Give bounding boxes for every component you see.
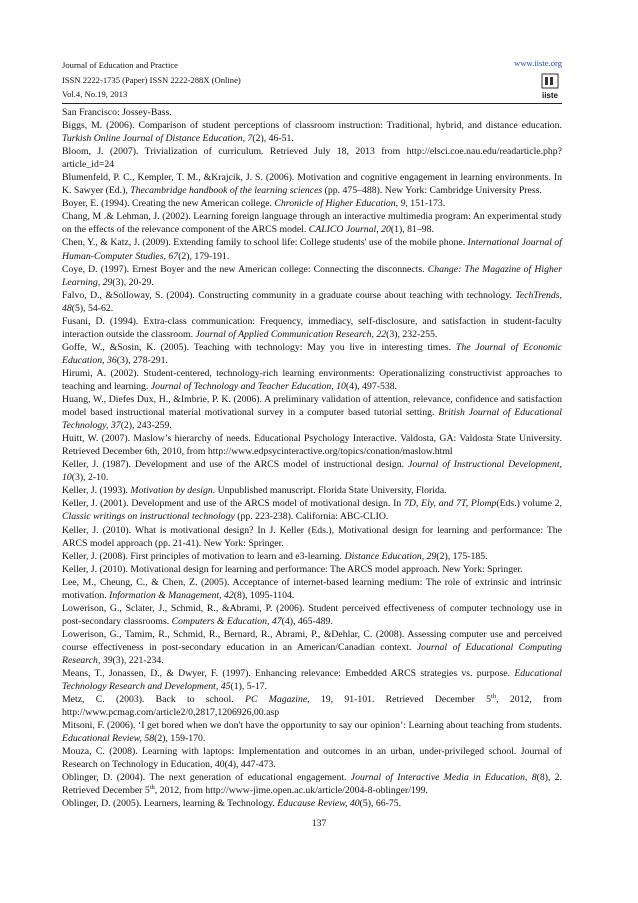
reference-text: Keller, J. (1987). Development and use of the ARCS model of instructional design. <box>62 459 408 471</box>
reference-text: Keller, J. (2001). Development and use of the ARCS model of motivational design. In <box>62 498 404 510</box>
reference-text: (2), 159-170. <box>154 733 206 745</box>
reference-text: (2), 243-259. <box>120 420 172 432</box>
reference-entry <box>62 432 562 458</box>
journal-name: Journal of Education and Practice <box>62 60 178 70</box>
italic-text: The Journal of Economic Education, 36 <box>62 341 563 366</box>
reference-entry <box>62 289 562 315</box>
reference-text: (1), 81–98. <box>390 224 434 236</box>
logo-text: iiste <box>541 91 559 100</box>
reference-text: (2), 179-191. <box>178 250 230 262</box>
reference-text: Falvo, D., &Solloway, S. (2004). Constructing community in a graduate course about teaching with technology. <box>62 289 516 301</box>
reference-entry <box>62 341 562 367</box>
reference-entry <box>62 667 562 693</box>
italic-text: Change: The Magazine of Higher Learning, 29 <box>62 263 562 288</box>
reference-entry <box>62 524 562 550</box>
reference-text: Fusani, D. (1994). Extra-class communication: Frequency, immediacy, self-disclosure, and satisfaction in student-faculty interaction outside the classroom. <box>62 315 562 340</box>
reference-entry <box>62 576 562 602</box>
reference-text: Oblinger, D. (2005). Learners, learning & Technology. <box>62 798 278 810</box>
reference-text: Keller, J. (1993). <box>62 485 131 497</box>
reference-entry <box>62 171 562 197</box>
reference-text: Keller, J. (2010). Motivational design for learning and performance: The ARCS model approach. New York: Springer. <box>62 563 523 575</box>
volume-line: Vol.4, No.19, 2013 <box>62 89 128 99</box>
reference-entry <box>62 263 562 289</box>
reference-text: (3), 232-255. <box>386 328 438 340</box>
reference-text: Mouza, C. (2008). Learning with laptops: Implementation and outcomes in an urban, under-privileged school. Journal of Research on Technology in Education, 40(4), 447-473. <box>62 746 562 771</box>
reference-entry <box>62 628 562 667</box>
italic-text: TechTrends, 48 <box>62 289 562 314</box>
italic-text: 7D, Ely, and 7T, Plomp <box>404 498 497 510</box>
italic-text: Motivation by design <box>130 485 213 497</box>
reference-entry <box>62 458 562 484</box>
italic-text: Educational Technology Research and Development, 45 <box>62 668 562 693</box>
reference-text: (pp. 475–488). New York: Cambridge University Press. <box>322 185 542 197</box>
italic-text: Turkish Online Journal of Distance Education, 7 <box>62 133 253 145</box>
reference-entry <box>62 484 562 497</box>
reference-text: San Francisco: Jossey-Bass. <box>62 107 172 118</box>
reference-text: (5), 54-62. <box>71 302 114 314</box>
reference-entry <box>62 236 562 262</box>
reference-text: Biggs, M. (2006). Comparison of student perceptions of classroom instruction: Traditional, hybrid, and distance education. <box>62 120 562 132</box>
reference-entry <box>62 771 562 797</box>
italic-text: Distance Education, 29 <box>344 550 437 562</box>
reference-entry <box>62 745 562 771</box>
reference-text: Mitsoni, F. (2006). ‘I get bored when we don't have the opportunity to say our opinion’: Learning about teaching from students. <box>62 720 562 732</box>
italic-text: Journal of Applied Communication Research, 22 <box>195 328 387 340</box>
reference-text: (pp. 223-238). California: ABC-CLIO. <box>234 511 389 523</box>
iiste-logo-icon <box>538 73 562 101</box>
reference-entry <box>62 315 562 341</box>
reference-text: Goffe, W., &Sosin, K. (2005). Teaching with technology: May you live in interesting times. <box>62 341 456 353</box>
reference-text: Means, T., Jonassen, D., & Dwyer, F. (1997). Enhancing relevance: Embedded ARCS strategies vs. purpose. <box>62 668 515 680</box>
reference-text: (8), 2. Retrieved December 5 <box>62 772 562 797</box>
reference-text: (3), 20-29. <box>112 276 154 288</box>
reference-text: , <box>376 224 382 236</box>
reference-text: Huang, W., Diefes Dux, H., &Imbrie, P. K. (2006). A preliminary validation of attention, relevance, confidence and satisfaction model based instructional material motivational survey in a computer based tutorial setting. <box>62 394 562 419</box>
reference-text: (2), 175-185. <box>436 550 488 562</box>
reference-entry <box>62 210 562 236</box>
reference-text: (5), 66-75. <box>359 798 402 810</box>
reference-text: , 2012, from http://www-jime.open.ac.uk/article/2004-8-oblinger/199. <box>154 785 428 797</box>
reference-text: (3), 221-234. <box>112 654 164 666</box>
reference-text: Lowerison, G., Tamim, R., Schmid, R., Bernard, R., Abrami, P., &Dehlar, C. (2008). Assessing computer use and perceived course effectiveness in post-secondary education in an American/Canadian context. <box>62 628 562 653</box>
superscript-text: th <box>149 784 155 792</box>
italic-text: Thecambridge handbook of the learning sciences <box>130 185 323 197</box>
page-number: 137 <box>311 818 327 829</box>
journal-url-link[interactable]: www.iiste.org <box>514 58 562 68</box>
reference-entry <box>62 393 562 432</box>
reference-text: Hirumi, A. (2002). Student-centered, technology-rich learning environments: Operationalizing constructivist approaches to teaching and learning. <box>62 367 562 392</box>
italic-text: PC Magazine <box>244 694 308 706</box>
reference-text: (3), 278-291. <box>116 354 168 366</box>
reference-entry <box>62 119 562 145</box>
header-divider <box>62 103 562 104</box>
italic-text: CALICO Journal <box>308 224 377 236</box>
reference-list <box>62 106 562 811</box>
reference-text: , 19, 91-101. Retrieved December 5 <box>307 694 492 706</box>
reference-text: Chang, M .& Lehman, J. (2002). Learning foreign language through an interactive multimedia program: An experimental study on the effects of the relevance component of the ARCS model. <box>62 211 562 236</box>
reference-text: Coye, D. (1997). Ernest Boyer and the new American college: Connecting the disconnects. <box>62 263 428 275</box>
reference-entry <box>62 145 562 171</box>
reference-text: (3), 2-10. <box>71 472 109 484</box>
italic-text: Educational Review, 58 <box>62 733 155 745</box>
italic-text: Classic writings on instructional technology <box>62 511 235 523</box>
reference-text: (8), 1095-1104. <box>233 589 295 601</box>
italic-text: Chronicle of Higher Education, 9 <box>274 198 406 210</box>
reference-entry <box>62 550 562 563</box>
italic-text: Computers & Education, 47 <box>171 615 282 627</box>
reference-text: Lee, M., Cheung, C., & Chen, Z. (2005). Acceptance of internet-based learning medium: The role of extrinsic and intrinsic motivation. <box>62 576 562 601</box>
reference-text: (1), 5-17. <box>230 681 268 693</box>
reference-text: Bloom, J. (2007). Trivialization of curriculum. Retrieved July 18, 2013 from http://elsci.coe.nau.edu/readarticle.php?article_id=24 <box>62 146 562 171</box>
reference-entry <box>62 497 562 523</box>
reference-text: Huitt, W. (2007). Maslow’s hierarchy of needs. Educational Psychology Interactive. Valdosta, GA: Valdosta State University. Retrieved December 6th, 2010, from http://www.edpsycinteractive.org/topics/conation/maslow.html <box>62 433 562 458</box>
reference-text: , 151-173. <box>405 198 446 210</box>
reference-text: (Eds.) volume 2, <box>496 498 562 510</box>
reference-text: Boyer, E. (1994). Creating the new American college. <box>62 198 275 210</box>
superscript-text: th <box>491 692 497 700</box>
italic-text: Journal of Technology and Teacher Education, 10 <box>150 380 346 392</box>
reference-entry <box>62 197 562 210</box>
reference-entry <box>62 693 562 719</box>
reference-text: (4), 497-538. <box>345 380 398 392</box>
reference-text: Lowerison, G., Sclater, J., Schmid, R., &Abrami, P. (2006). Student perceived effectiveness of computer technology use in post-secondary classrooms. <box>62 602 562 627</box>
italic-text: Educause Review, 40 <box>277 798 360 810</box>
reference-entry <box>62 563 562 576</box>
reference-text: Metz, C. (2003). Back to school. <box>62 694 245 706</box>
italic-text: International Journal of Human-Computer Studies, 67 <box>62 237 562 262</box>
reference-text: Oblinger, D. (2004). The next generation of educational engagement. <box>62 772 351 784</box>
italic-text: Journal of Instructional Development, 10 <box>62 459 562 484</box>
reference-text: Keller, J. (2008). First principles of motivation to learn and e3-learning. <box>62 550 345 562</box>
reference-entry <box>62 797 562 810</box>
italic-text: British Journal of Educational Technology, 37 <box>62 407 562 432</box>
reference-text: (4), 465-489. <box>281 615 333 627</box>
reference-text: (2), 46-51. <box>252 133 294 145</box>
italic-text: Information & Management, 42 <box>109 589 234 601</box>
reference-entry <box>62 602 562 628</box>
italic-text: Journal of Interactive Media in Education, 8 <box>350 772 537 784</box>
reference-text: , 2012, from http://www.pcmag.com/article2/0,2817,1206926,00.asp <box>62 694 562 719</box>
reference-text: . Unpublished manuscript. Florida State University, Florida. <box>212 485 447 497</box>
italic-text: 20 <box>381 224 391 236</box>
issn-line: ISSN 2222-1735 (Paper) ISSN 2222-288X (Online) <box>62 74 241 85</box>
reference-text: Keller, J. (2010). What is motivational design? In J. Keller (Eds.), Motivational design for learning and performance: The ARCS model approach (pp. 21-41). New York: Springer. <box>62 524 562 549</box>
page-header <box>62 58 562 102</box>
reference-entry <box>62 106 562 119</box>
italic-text: Journal of Educational Computing Research, 39 <box>62 641 562 666</box>
reference-text: Chen, Y., & Katz, J. (2009). Extending family to school life: College students' use of the mobile phone. <box>62 237 468 249</box>
reference-entry <box>62 367 562 393</box>
reference-entry <box>62 719 562 745</box>
reference-text: Blumenfeld, P. C., Kempler, T. M., &Krajcik, J. S. (2006). Motivation and cognitive engagement in learning environments. In K. Sawyer (Ed.), <box>62 172 562 197</box>
